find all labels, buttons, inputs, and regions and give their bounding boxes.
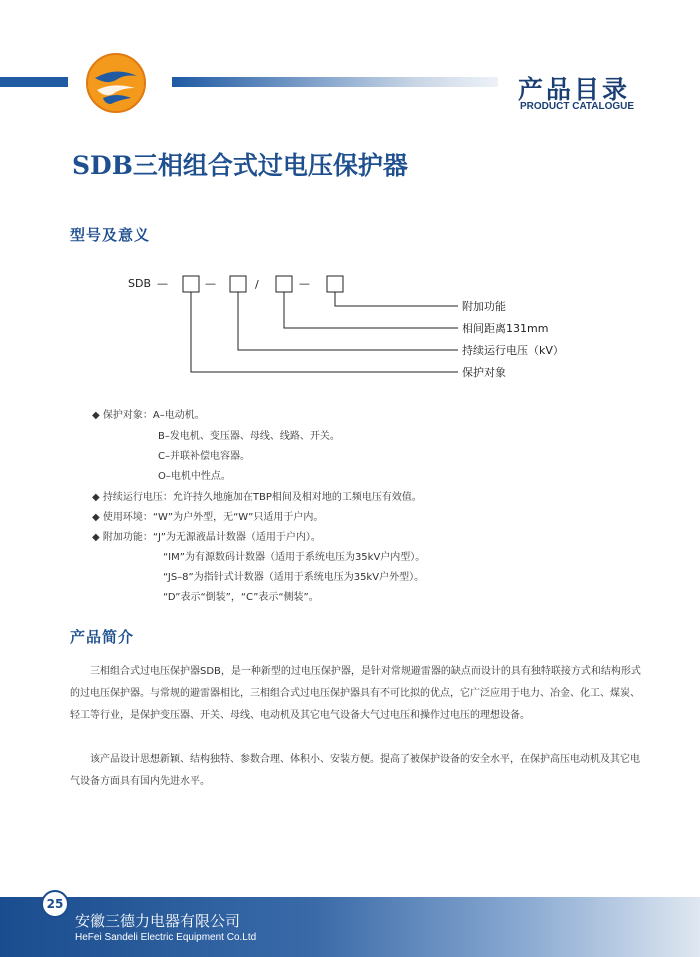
page-title: SDB三相组合式过电压保护器 <box>72 151 408 180</box>
diagram-slash: / <box>255 278 259 291</box>
bullet-protection-b: B–发电机、变压器、母线、线路、开关。 <box>158 431 340 442</box>
bullet-function-js8: “JS–8”为指针式计数器（适用于系统电压为35kV户外型）。 <box>163 572 425 583</box>
catalogue-title-en: PRODUCT CATALOGUE <box>520 101 635 112</box>
diagram-label-1: 附加功能 <box>462 300 506 313</box>
bullet-environment: ◆ 使用环境：“W”为户外型，无“W”只适用于户内。 <box>92 512 324 523</box>
bullet-protection-object: ◆ 保护对象：A–电动机。 <box>92 410 205 421</box>
section-heading-intro: 产品简介 <box>70 628 135 646</box>
connector-line-3 <box>238 292 458 350</box>
connector-line-4 <box>191 292 458 372</box>
diagram-box-4 <box>327 276 343 292</box>
bullet-function-dc: “D”表示“倒装”，“C”表示“侧装”。 <box>163 592 319 603</box>
header-bar-right <box>172 77 498 87</box>
diagram-label-3: 持续运行电压（kV） <box>462 344 564 357</box>
diagram-prefix: SDB <box>128 277 151 290</box>
bullet-protection-c: C–并联补偿电容器。 <box>158 451 250 462</box>
page-number: 25 <box>41 890 69 918</box>
diagram-box-2 <box>230 276 246 292</box>
intro-paragraph-1: 三相组合式过电压保护器SDB，是一种新型的过电压保护器，是针对常规避雷器的缺点而设计的具有独特联接方式和结构形式的过电压保护器。与常规的避雷器相比，三相组合式过电压保护器具有不可比拟的优点，它广泛应用于电力、冶金、化工、煤炭、轻工等行业，是保护变压器、开关、母线、电动机及其它电气设备大气过电压和操作过电压的理想设备。 <box>70 666 641 721</box>
diagram-box-1 <box>183 276 199 292</box>
diagram-box-3 <box>276 276 292 292</box>
diagram-dash-3: — <box>299 277 310 290</box>
diagram-dash-1: — <box>157 277 168 290</box>
connector-line-2 <box>284 292 458 328</box>
model-designation-diagram <box>0 262 700 392</box>
diagram-label-2: 相间距离131mm <box>462 322 549 335</box>
bullet-additional-function: ◆ 附加功能：“J”为无源液晶计数器（适用于户内）。 <box>92 532 321 543</box>
section-heading-model: 型号及意义 <box>70 226 151 244</box>
company-name-en: HeFei Sandeli Electric Equipment Co.Ltd <box>75 932 257 943</box>
company-logo-icon <box>85 52 147 114</box>
bullet-protection-o: O–电机中性点。 <box>158 471 231 482</box>
connector-line-1 <box>335 292 458 306</box>
diagram-label-4: 保护对象 <box>462 366 506 379</box>
bullet-function-im: “IM”为有源数码计数器（适用于系统电压为35kV户内型）。 <box>163 552 426 563</box>
diagram-dash-2: — <box>205 277 216 290</box>
bullet-continuous-voltage: ◆ 持续运行电压：允许持久地施加在TBP相间及相对地的工频电压有效值。 <box>92 492 422 503</box>
intro-paragraph-2: 该产品设计思想新颖、结构独特、参数合理、体积小、安装方便。提高了被保护设备的安全水平，在保护高压电动机及其它电气设备方面具有国内先进水平。 <box>70 754 640 787</box>
company-name-cn: 安徽三德力电器有限公司 <box>75 912 241 930</box>
catalogue-title-cn: 产品目录 <box>518 75 631 104</box>
header-bar-left <box>0 77 68 87</box>
